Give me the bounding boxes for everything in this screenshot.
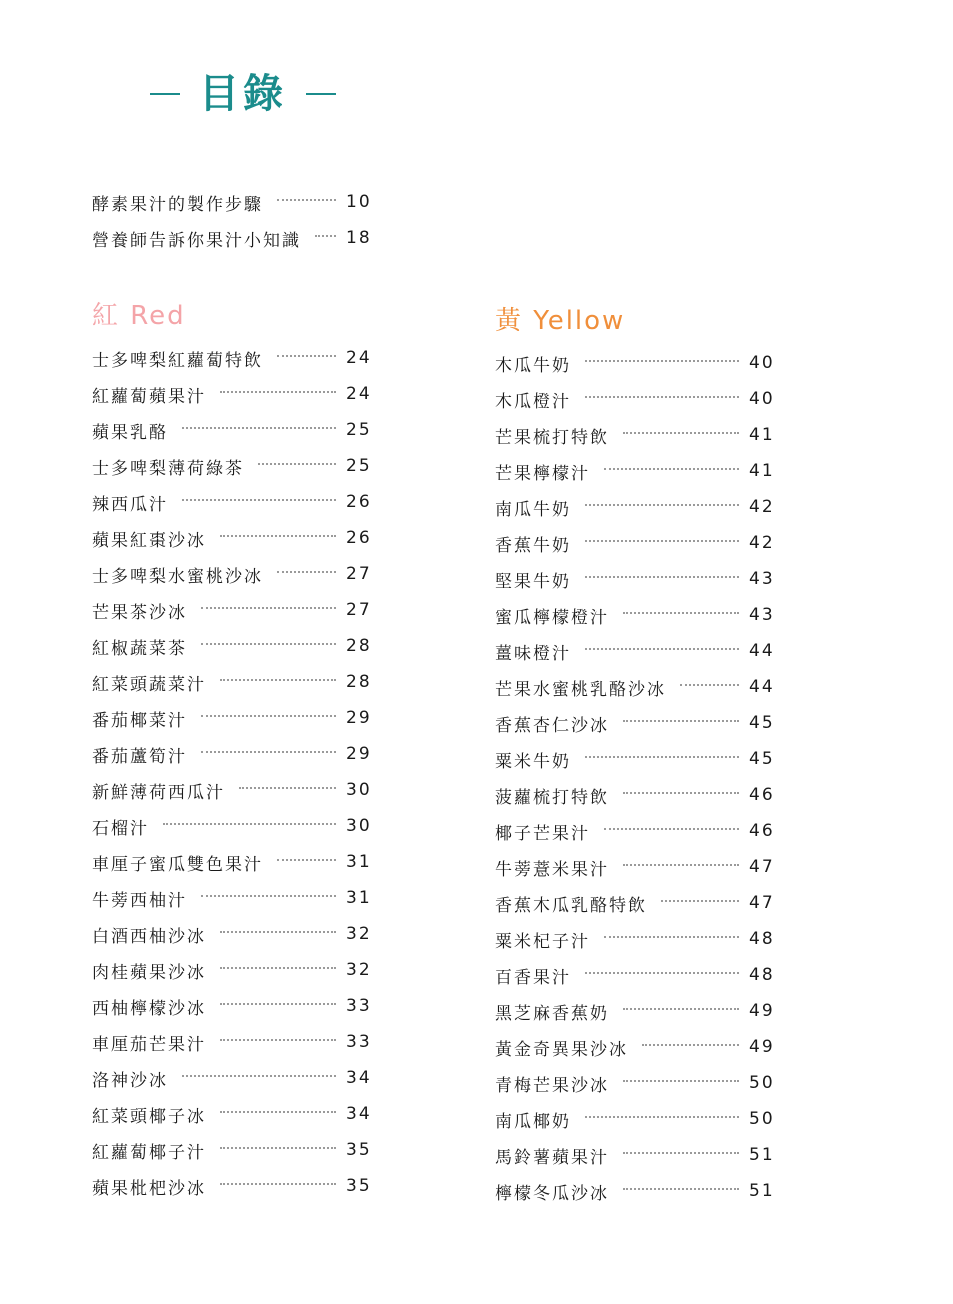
toc-entry-title: 紅蘿蔔椰子汁: [92, 1142, 206, 1163]
toc-entry[interactable]: [92, 412, 382, 448]
toc-entry[interactable]: [92, 736, 382, 772]
toc-entry-title: 士多啤梨薄荷綠茶: [92, 458, 244, 479]
toc-entry[interactable]: [495, 777, 785, 813]
toc-page-number: 25: [346, 420, 372, 440]
toc-entry[interactable]: [92, 484, 382, 520]
dot-leader: [201, 715, 336, 717]
section-heading-red: 紅 Red: [92, 301, 186, 331]
toc-entry[interactable]: [92, 340, 382, 376]
toc-entry[interactable]: [495, 1029, 785, 1065]
toc-page-number: 42: [749, 533, 775, 553]
dot-leader: [201, 607, 336, 609]
toc-entry-title: 香蕉杏仁沙冰: [495, 715, 609, 736]
toc-page-number: 29: [346, 744, 372, 764]
toc-entry[interactable]: [92, 556, 382, 592]
toc-entry-title: 粟米牛奶: [495, 751, 571, 772]
toc-entry[interactable]: [92, 952, 382, 988]
dot-leader: [182, 499, 336, 501]
toc-page-number: 33: [346, 1032, 372, 1052]
dot-leader: [182, 1075, 336, 1077]
dot-leader: [623, 612, 739, 614]
dot-leader: [201, 751, 336, 753]
toc-entry[interactable]: [495, 597, 785, 633]
toc-page-number: 40: [749, 389, 775, 409]
toc-entry[interactable]: [92, 448, 382, 484]
toc-page-number: 42: [749, 497, 775, 517]
toc-entry-title: 牛蒡薏米果汁: [495, 859, 609, 880]
toc-entry-title: 辣西瓜汁: [92, 494, 168, 515]
toc-entry-title: 椰子芒果汁: [495, 823, 590, 844]
dot-leader: [623, 792, 739, 794]
toc-entry-title: 黃金奇異果沙冰: [495, 1039, 628, 1060]
toc-entry-title: 香蕉牛奶: [495, 535, 571, 556]
toc-page-number: 26: [346, 492, 372, 512]
dot-leader: [623, 1152, 739, 1154]
toc-page-number: 49: [749, 1001, 775, 1021]
toc-page-number: 34: [346, 1104, 372, 1124]
toc-entry-title: 芒果檸檬汁: [495, 463, 590, 484]
toc-entry-title: 洛神沙冰: [92, 1070, 168, 1091]
dot-leader: [220, 391, 336, 393]
toc-entry[interactable]: [495, 957, 785, 993]
toc-entry[interactable]: [495, 885, 785, 921]
toc-entry-title: 士多啤梨水蜜桃沙冰: [92, 566, 263, 587]
dot-leader: [585, 576, 739, 578]
dot-leader: [201, 643, 336, 645]
toc-page-number: 33: [346, 996, 372, 1016]
toc-entry-title: 薑味橙汁: [495, 643, 571, 664]
toc-entry[interactable]: [495, 1173, 785, 1209]
toc-entry-title: 營養師告訴你果汁小知識: [92, 230, 301, 251]
toc-page-number: 35: [346, 1176, 372, 1196]
toc-entry[interactable]: [92, 1168, 382, 1204]
toc-entry[interactable]: [92, 592, 382, 628]
toc-entry[interactable]: [495, 633, 785, 669]
toc-page-number: 25: [346, 456, 372, 476]
dot-leader: [642, 1044, 739, 1046]
title-right-rule: [306, 93, 336, 95]
toc-page-number: 44: [749, 677, 775, 697]
toc-entry[interactable]: [92, 520, 382, 556]
dot-leader: [220, 679, 336, 681]
toc-entry[interactable]: [495, 921, 785, 957]
toc-entry[interactable]: [495, 489, 785, 525]
toc-entry-title: 芒果梳打特飲: [495, 427, 609, 448]
toc-entry-title: 蘋果枇杷沙冰: [92, 1178, 206, 1199]
toc-page-number: 32: [346, 960, 372, 980]
toc-entry-title: 車厘茄芒果汁: [92, 1034, 206, 1055]
dot-leader: [220, 1183, 336, 1185]
toc-page-number: 43: [749, 569, 775, 589]
toc-page-number: 49: [749, 1037, 775, 1057]
toc-entry[interactable]: [495, 1065, 785, 1101]
dot-leader: [585, 360, 739, 362]
toc-entry[interactable]: [495, 669, 785, 705]
dot-leader: [623, 720, 739, 722]
toc-entry-title: 牛蒡西柚汁: [92, 890, 187, 911]
toc-page-number: 26: [346, 528, 372, 548]
dot-leader: [623, 1188, 739, 1190]
toc-page-number: 40: [749, 353, 775, 373]
toc-entry-title: 南瓜椰奶: [495, 1111, 571, 1132]
toc-page-number: 47: [749, 857, 775, 877]
dot-leader: [182, 427, 336, 429]
title-left-rule: [150, 93, 180, 95]
dot-leader: [585, 756, 739, 758]
dot-leader: [220, 1039, 336, 1041]
toc-entry-title: 黑芝麻香蕉奶: [495, 1003, 609, 1024]
dot-leader: [585, 648, 739, 650]
toc-entry-title: 木瓜橙汁: [495, 391, 571, 412]
dot-leader: [220, 931, 336, 933]
page-title: 目錄: [199, 71, 287, 117]
toc-entry[interactable]: [92, 1096, 382, 1132]
dot-leader: [277, 571, 336, 573]
toc-entry-title: 百香果汁: [495, 967, 571, 988]
toc-entry[interactable]: [92, 376, 382, 412]
toc-page-number: 28: [346, 672, 372, 692]
dot-leader: [623, 1008, 739, 1010]
dot-leader: [604, 468, 739, 470]
toc-entry-title: 新鮮薄荷西瓜汁: [92, 782, 225, 803]
toc-entry[interactable]: [92, 700, 382, 736]
toc-page-number: 44: [749, 641, 775, 661]
toc-page-number: 31: [346, 888, 372, 908]
toc-entry[interactable]: [92, 628, 382, 664]
dot-leader: [680, 684, 739, 686]
toc-entry-title: 紅菜頭蔬菜汁: [92, 674, 206, 695]
toc-page-number: 30: [346, 780, 372, 800]
toc-page-number: 45: [749, 713, 775, 733]
toc-entry[interactable]: [92, 988, 382, 1024]
dot-leader: [220, 535, 336, 537]
toc-page-number: 18: [346, 228, 372, 248]
toc-page-number: 34: [346, 1068, 372, 1088]
toc-page-number: 27: [346, 564, 372, 584]
toc-entry-title: 菠蘿梳打特飲: [495, 787, 609, 808]
dot-leader: [623, 1080, 739, 1082]
dot-leader: [258, 463, 336, 465]
dot-leader: [163, 823, 336, 825]
dot-leader: [315, 235, 336, 237]
toc-page-number: 50: [749, 1073, 775, 1093]
toc-entry[interactable]: [495, 417, 785, 453]
toc-entry-title: 芒果水蜜桃乳酪沙冰: [495, 679, 666, 700]
dot-leader: [585, 972, 739, 974]
dot-leader: [277, 199, 336, 201]
toc-entry[interactable]: [92, 1132, 382, 1168]
toc-entry-title: 蘋果紅棗沙冰: [92, 530, 206, 551]
toc-page-number: 30: [346, 816, 372, 836]
dot-leader: [604, 828, 739, 830]
toc-page-number: 10: [346, 192, 372, 212]
toc-entry[interactable]: [495, 849, 785, 885]
toc-entry[interactable]: [495, 1101, 785, 1137]
toc-entry-title: 紅菜頭椰子冰: [92, 1106, 206, 1127]
toc-entry-title: 石榴汁: [92, 818, 149, 839]
toc-page-number: 29: [346, 708, 372, 728]
dot-leader: [220, 1003, 336, 1005]
toc-entry-title: 酵素果汁的製作步驟: [92, 194, 263, 215]
page-title-block: [150, 66, 336, 122]
dot-leader: [220, 967, 336, 969]
toc-entry[interactable]: [92, 664, 382, 700]
toc-page-number: 51: [749, 1181, 775, 1201]
dot-leader: [277, 355, 336, 357]
toc-entry-title: 西柚檸檬沙冰: [92, 998, 206, 1019]
toc-page-number: 28: [346, 636, 372, 656]
toc-entry-title: 番茄蘆筍汁: [92, 746, 187, 767]
toc-entry[interactable]: [92, 844, 382, 880]
dot-leader: [585, 540, 739, 542]
toc-entry[interactable]: [495, 345, 785, 381]
section-heading-yellow: 黃 Yellow: [495, 306, 626, 336]
toc-page-number: 48: [749, 929, 775, 949]
dot-leader: [201, 895, 336, 897]
toc-entry[interactable]: [92, 772, 382, 808]
toc-entry-title: 蜜瓜檸檬橙汁: [495, 607, 609, 628]
toc-page-number: 46: [749, 821, 775, 841]
toc-entry[interactable]: [495, 705, 785, 741]
dot-leader: [661, 900, 739, 902]
toc-page-number: 50: [749, 1109, 775, 1129]
toc-page-number: 46: [749, 785, 775, 805]
toc-entry[interactable]: [92, 1060, 382, 1096]
toc-page-number: 41: [749, 461, 775, 481]
toc-entry-title: 馬鈴薯蘋果汁: [495, 1147, 609, 1168]
toc-entry-title: 車厘子蜜瓜雙色果汁: [92, 854, 263, 875]
toc-page-number: 51: [749, 1145, 775, 1165]
dot-leader: [623, 864, 739, 866]
toc-entry-title: 士多啤梨紅蘿蔔特飲: [92, 350, 263, 371]
dot-leader: [220, 1147, 336, 1149]
dot-leader: [623, 432, 739, 434]
toc-page-number: 27: [346, 600, 372, 620]
toc-entry[interactable]: [92, 184, 382, 220]
toc-entry-title: 香蕉木瓜乳酪特飲: [495, 895, 647, 916]
toc-entry-title: 白酒西柚沙冰: [92, 926, 206, 947]
toc-entry[interactable]: [495, 813, 785, 849]
dot-leader: [604, 936, 739, 938]
dot-leader: [585, 504, 739, 506]
dot-leader: [220, 1111, 336, 1113]
toc-entry[interactable]: [92, 220, 382, 256]
toc-entry-title: 粟米杞子汁: [495, 931, 590, 952]
dot-leader: [277, 859, 336, 861]
toc-page-number: 41: [749, 425, 775, 445]
toc-entry-title: 紅椒蔬菜茶: [92, 638, 187, 659]
toc-entry[interactable]: [495, 453, 785, 489]
toc-page-number: 32: [346, 924, 372, 944]
toc-entry[interactable]: [92, 808, 382, 844]
toc-entry[interactable]: [495, 381, 785, 417]
toc-entry[interactable]: [495, 741, 785, 777]
toc-entry-title: 木瓜牛奶: [495, 355, 571, 376]
toc-page-number: 35: [346, 1140, 372, 1160]
toc-entry[interactable]: [92, 1024, 382, 1060]
toc-entry-title: 番茄椰菜汁: [92, 710, 187, 731]
toc-entry-title: 堅果牛奶: [495, 571, 571, 592]
toc-page-number: 47: [749, 893, 775, 913]
dot-leader: [585, 396, 739, 398]
toc-entry-title: 芒果茶沙冰: [92, 602, 187, 623]
toc-entry[interactable]: [92, 880, 382, 916]
toc-entry[interactable]: [495, 993, 785, 1029]
toc-entry-title: 蘋果乳酪: [92, 422, 168, 443]
toc-page-number: 31: [346, 852, 372, 872]
toc-page-number: 24: [346, 384, 372, 404]
toc-entry[interactable]: [495, 561, 785, 597]
toc-entry-title: 檸檬冬瓜沙冰: [495, 1183, 609, 1204]
toc-entry-title: 南瓜牛奶: [495, 499, 571, 520]
toc-page-number: 45: [749, 749, 775, 769]
toc-entry-title: 青梅芒果沙冰: [495, 1075, 609, 1096]
dot-leader: [239, 787, 336, 789]
toc-page-number: 48: [749, 965, 775, 985]
toc-entry[interactable]: [495, 1137, 785, 1173]
toc-page-number: 24: [346, 348, 372, 368]
toc-entry[interactable]: [92, 916, 382, 952]
dot-leader: [585, 1116, 739, 1118]
toc-page-number: 43: [749, 605, 775, 625]
toc-entry[interactable]: [495, 525, 785, 561]
toc-entry-title: 肉桂蘋果沙冰: [92, 962, 206, 983]
toc-entry-title: 紅蘿蔔蘋果汁: [92, 386, 206, 407]
